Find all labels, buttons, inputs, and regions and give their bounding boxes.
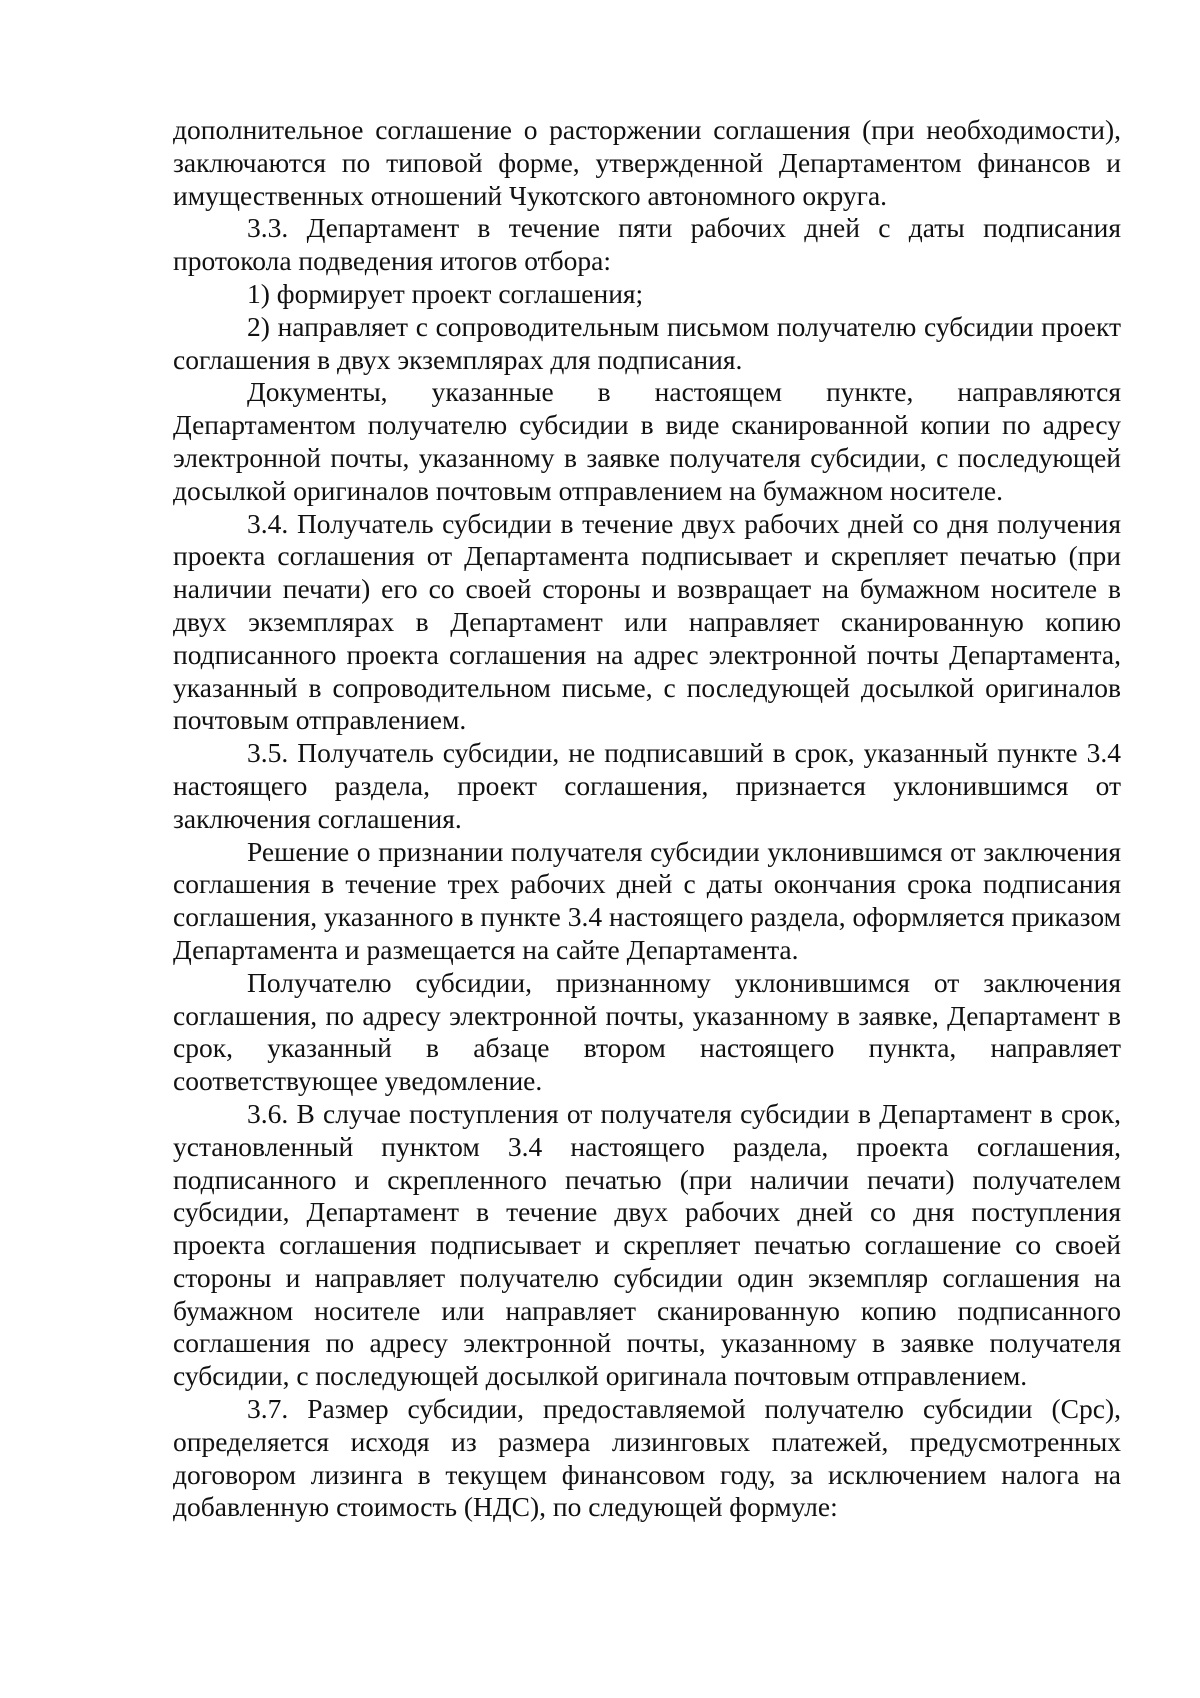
paragraph-continuation: дополнительное соглашение о расторжении соглашения (при необходимости), заключаются по типовой форме, утвержденной Департаментом финансов и имущественных отношений Чукотского автономного округа. (173, 114, 1121, 211)
paragraph-decision: Решение о признании получателя субсидии уклонившимся от заключения соглашения в течение трех рабочих дней с даты окончания срока подписания соглашения, указанного в пункте 3.4 настоящего раздела, оформляется приказом Департамента и размещается на сайте Департамента. (173, 835, 1121, 965)
list-item-1: 1) формирует проект соглашения; (247, 277, 644, 309)
paragraph-3-5: 3.5. Получатель субсидии, не подписавший в срок, указанный пункте 3.4 настоящего раздела, проект соглашения, признается уклонившимся от заключения соглашения. (173, 737, 1121, 834)
paragraph-3-7: 3.7. Размер субсидии, предоставляемой получателю субсидии (Срс), определяется исходя из размера лизинговых платежей, предусмотренных договором лизинга в текущем финансовом году, за исключением налога на добавленную стоимость (НДС), по следующей формуле: (173, 1393, 1121, 1523)
document-page (173, 114, 1121, 1524)
paragraph-3-4: 3.4. Получатель субсидии в течение двух рабочих дней со дня получения проекта соглашения от Департамента подписывает и скрепляет печатью (при наличии печати) его со своей стороны и возвращает на бумажном носителе в двух экземплярах в Департамент или направляет сканированную копию подписанного проекта соглашения на адрес электронной почты Департамента, указанный в сопроводительном письме, с последующей досылкой оригиналов почтовым отправлением. (173, 507, 1121, 736)
list-item-2: 2) направляет с сопроводительным письмом получателю субсидии проект соглашения в двух экземплярах для подписания. (173, 310, 1121, 375)
paragraph-documents: Документы, указанные в настоящем пункте, направляются Департаментом получателю субсидии в виде сканированной копии по адресу электронной почты, указанному в заявке получателя субсидии, с последующей досылкой оригиналов почтовым отправлением на бумажном носителе. (173, 376, 1121, 506)
paragraph-notification: Получателю субсидии, признанному уклонившимся от заключения соглашения, по адресу электронной почты, указанному в заявке, Департамент в срок, указанный в абзаце втором настоящего пункта, направляет соответствующее уведомление. (173, 966, 1121, 1097)
paragraph-3-6: 3.6. В случае поступления от получателя субсидии в Департамент в срок, установленный пунктом 3.4 настоящего раздела, проекта соглашения, подписанного и скрепленного печатью (при наличии печати) получателем субсидии, Департамент в течение двух рабочих дней со дня поступления проекта соглашения подписывает и скрепляет печатью соглашение со своей стороны и направляет получателю субсидии один экземпляр соглашения на бумажном носителе или направляет сканированную копию подписанного соглашения по адресу электронной почты, указанному в заявке получателя субсидии, с последующей досылкой оригинала почтовым отправлением. (173, 1097, 1121, 1392)
paragraph-3-3: 3.3. Департамент в течение пяти рабочих дней с даты подписания протокола подведения итогов отбора: (173, 212, 1121, 277)
